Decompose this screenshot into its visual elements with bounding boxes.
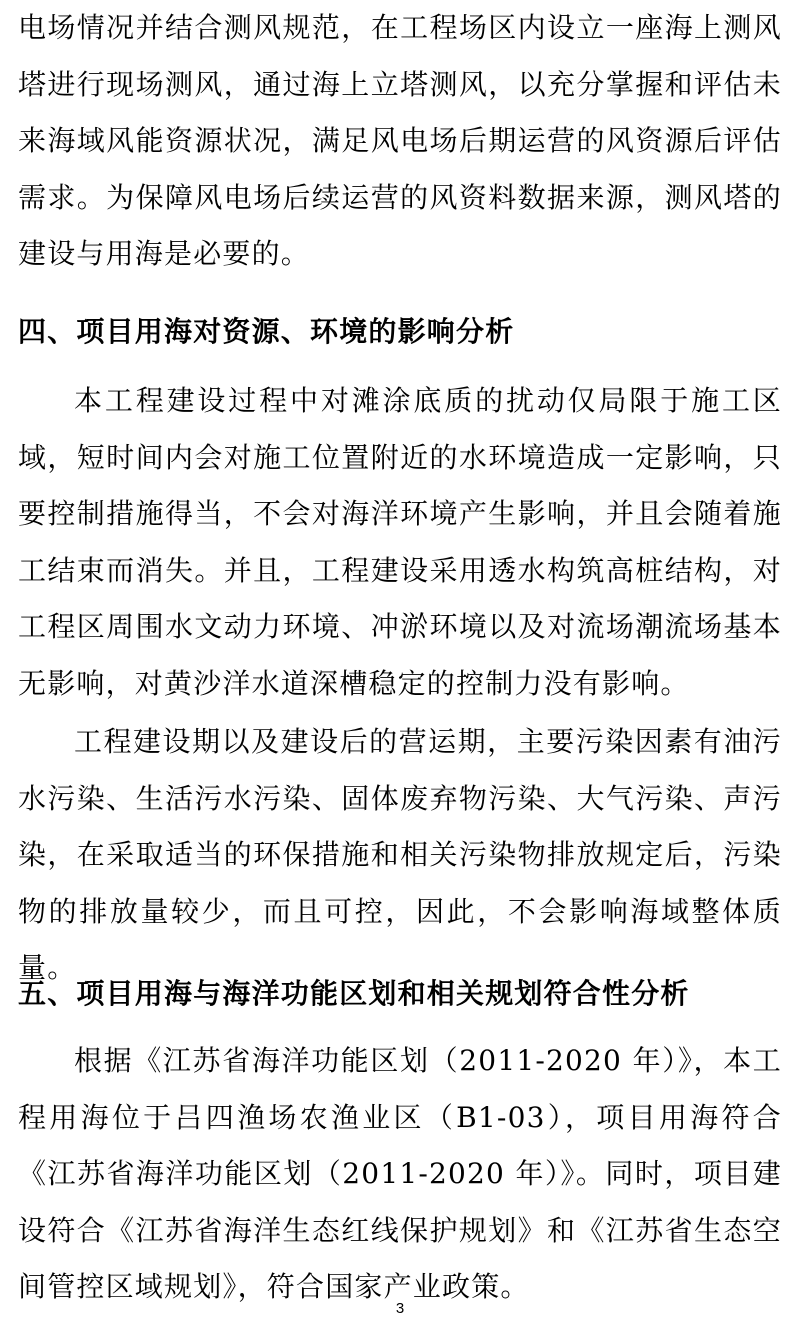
paragraph-pollution-impact: 工程建设期以及建设后的营运期，主要污染因素有油污水污染、生活污水污染、固体废弃物污染、大气污染、声污染，在采取适当的环保措施和相关污染物排放规定后，污染物的排放量较少，而且可控，因此，不会影响海域整体质量。 xyxy=(18,725,782,984)
section-heading-4: 四、项目用海对资源、环境的影响分析 xyxy=(18,315,515,348)
paragraph-construction-impact: 本工程建设过程中对滩涂底质的扰动仅局限于施工区域，短时间内会对施工位置附近的水环境造成一定影响，只要控制措施得当，不会对海洋环境产生影响，并且会随着施工结束而消失。并且，工程建设采用透水构筑高桩结构，对工程区周围水文动力环境、冲淤环境以及对流场潮流场基本无影响，对黄沙洋水道深槽稳定的控制力没有影响。 xyxy=(18,384,782,700)
page-number: 3 xyxy=(395,1300,405,1317)
paragraph-planning-compliance: 根据《江苏省海洋功能区划（2011-2020 年）》，本工程用海位于吕四渔场农渔业区（B1-03），项目用海符合《江苏省海洋功能区划（2011-2020 年）》。同时，项目建设符合《江苏省海洋生态红线保护规划》和《江苏省生态空间管控区域规划》，符合国家产业政策。 xyxy=(18,1044,782,1303)
paragraph-wind-tower-necessity: 电场情况并结合测风规范，在工程场区内设立一座海上测风塔进行现场测风，通过海上立塔测风，以充分掌握和评估未来海域风能资源状况，满足风电场后期运营的风资源后评估需求。为保障风电场后续运营的风资料数据来源，测风塔的建设与用海是必要的。 xyxy=(18,11,782,270)
section-heading-5: 五、项目用海与海洋功能区划和相关规划符合性分析 xyxy=(18,977,690,1010)
